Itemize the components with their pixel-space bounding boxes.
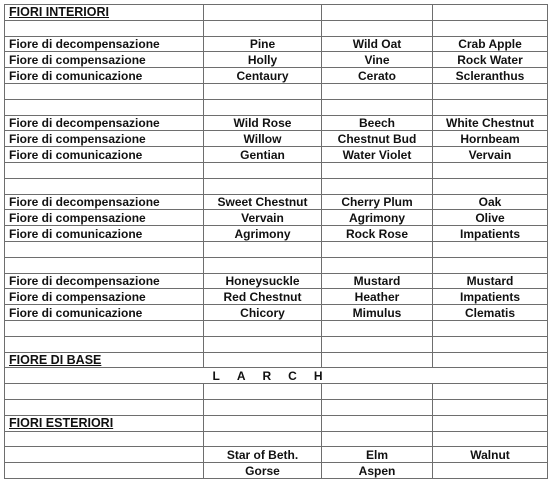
table-cell: Rock Water <box>433 52 548 68</box>
row-label: Fiore di comunicazione <box>5 147 204 163</box>
table-row <box>5 447 548 463</box>
table-cell: Hornbeam <box>433 131 548 147</box>
table-row <box>5 289 548 305</box>
table-row <box>5 305 548 321</box>
table-row <box>5 147 548 163</box>
table-row <box>5 52 548 68</box>
table-cell: Gentian <box>204 147 322 163</box>
table-row <box>5 210 548 226</box>
table-cell: Chestnut Bud <box>322 131 433 147</box>
row-label: Fiore di decompensazione <box>5 273 204 289</box>
spacer-row <box>5 431 548 447</box>
spacer-row <box>5 162 548 178</box>
table-cell: Vine <box>322 52 433 68</box>
table-cell: Elm <box>322 447 433 463</box>
row-label: Fiore di comunicazione <box>5 305 204 321</box>
table-cell <box>433 463 548 479</box>
table-cell: Cerato <box>322 68 433 84</box>
table-cell: Willow <box>204 131 322 147</box>
spacer-row <box>5 178 548 194</box>
base-flower-value: LARCH <box>5 368 548 384</box>
table-cell: Olive <box>433 210 548 226</box>
row-label: Fiore di decompensazione <box>5 36 204 52</box>
table-row <box>5 273 548 289</box>
table-cell: Gorse <box>204 463 322 479</box>
row-label: Fiore di comunicazione <box>5 226 204 242</box>
table-cell: Mimulus <box>322 305 433 321</box>
section-header-row <box>5 5 548 21</box>
table-cell: Impatients <box>433 289 548 305</box>
table-cell: Rock Rose <box>322 226 433 242</box>
spacer-row <box>5 399 548 415</box>
table-cell: Impatients <box>433 226 548 242</box>
base-flower-row <box>5 368 548 384</box>
table-cell: Walnut <box>433 447 548 463</box>
table-cell: Aspen <box>322 463 433 479</box>
row-label: Fiore di decompensazione <box>5 115 204 131</box>
table-cell: Beech <box>322 115 433 131</box>
spacer-row <box>5 384 548 400</box>
table-cell: Agrimony <box>204 226 322 242</box>
table-cell: Heather <box>322 289 433 305</box>
table-cell: Vervain <box>433 147 548 163</box>
table-row <box>5 131 548 147</box>
table-row <box>5 463 548 479</box>
table-cell: Holly <box>204 52 322 68</box>
section-header-row <box>5 352 548 368</box>
row-label: Fiore di compensazione <box>5 289 204 305</box>
spacer-row <box>5 257 548 273</box>
table-cell: Star of Beth. <box>204 447 322 463</box>
table-row <box>5 36 548 52</box>
table-row <box>5 194 548 210</box>
table-cell: Scleranthus <box>433 68 548 84</box>
row-label: Fiore di compensazione <box>5 131 204 147</box>
table-cell: Sweet Chestnut <box>204 194 322 210</box>
table-row <box>5 115 548 131</box>
spacer-row <box>5 241 548 257</box>
table-cell: Cherry Plum <box>322 194 433 210</box>
table-cell: Chicory <box>204 305 322 321</box>
spacer-row <box>5 320 548 336</box>
table-cell: Oak <box>433 194 548 210</box>
table-cell: Centaury <box>204 68 322 84</box>
row-label: Fiore di compensazione <box>5 210 204 226</box>
flower-remedy-table <box>4 4 548 479</box>
table-cell: White Chestnut <box>433 115 548 131</box>
table-cell: Honeysuckle <box>204 273 322 289</box>
table-row <box>5 226 548 242</box>
table-cell: Crab Apple <box>433 36 548 52</box>
table-cell: Mustard <box>433 273 548 289</box>
table-cell: Agrimony <box>322 210 433 226</box>
table-cell: Wild Oat <box>322 36 433 52</box>
table-cell: Wild Rose <box>204 115 322 131</box>
row-label: Fiore di compensazione <box>5 52 204 68</box>
table-cell: Red Chestnut <box>204 289 322 305</box>
section-title-esteriori: FIORI ESTERIORI <box>5 415 204 431</box>
row-label: Fiore di decompensazione <box>5 194 204 210</box>
spacer-row <box>5 99 548 115</box>
row-label: Fiore di comunicazione <box>5 68 204 84</box>
spacer-row <box>5 83 548 99</box>
table-cell: Mustard <box>322 273 433 289</box>
spacer-row <box>5 20 548 36</box>
table-cell: Clematis <box>433 305 548 321</box>
section-title-interiori: FIORI INTERIORI <box>5 5 204 21</box>
section-header-row <box>5 415 548 431</box>
table-cell: Pine <box>204 36 322 52</box>
section-title-base: FIORE DI BASE <box>5 352 204 368</box>
table-cell: Water Violet <box>322 147 433 163</box>
table-row <box>5 68 548 84</box>
table-cell: Vervain <box>204 210 322 226</box>
spacer-row <box>5 336 548 352</box>
